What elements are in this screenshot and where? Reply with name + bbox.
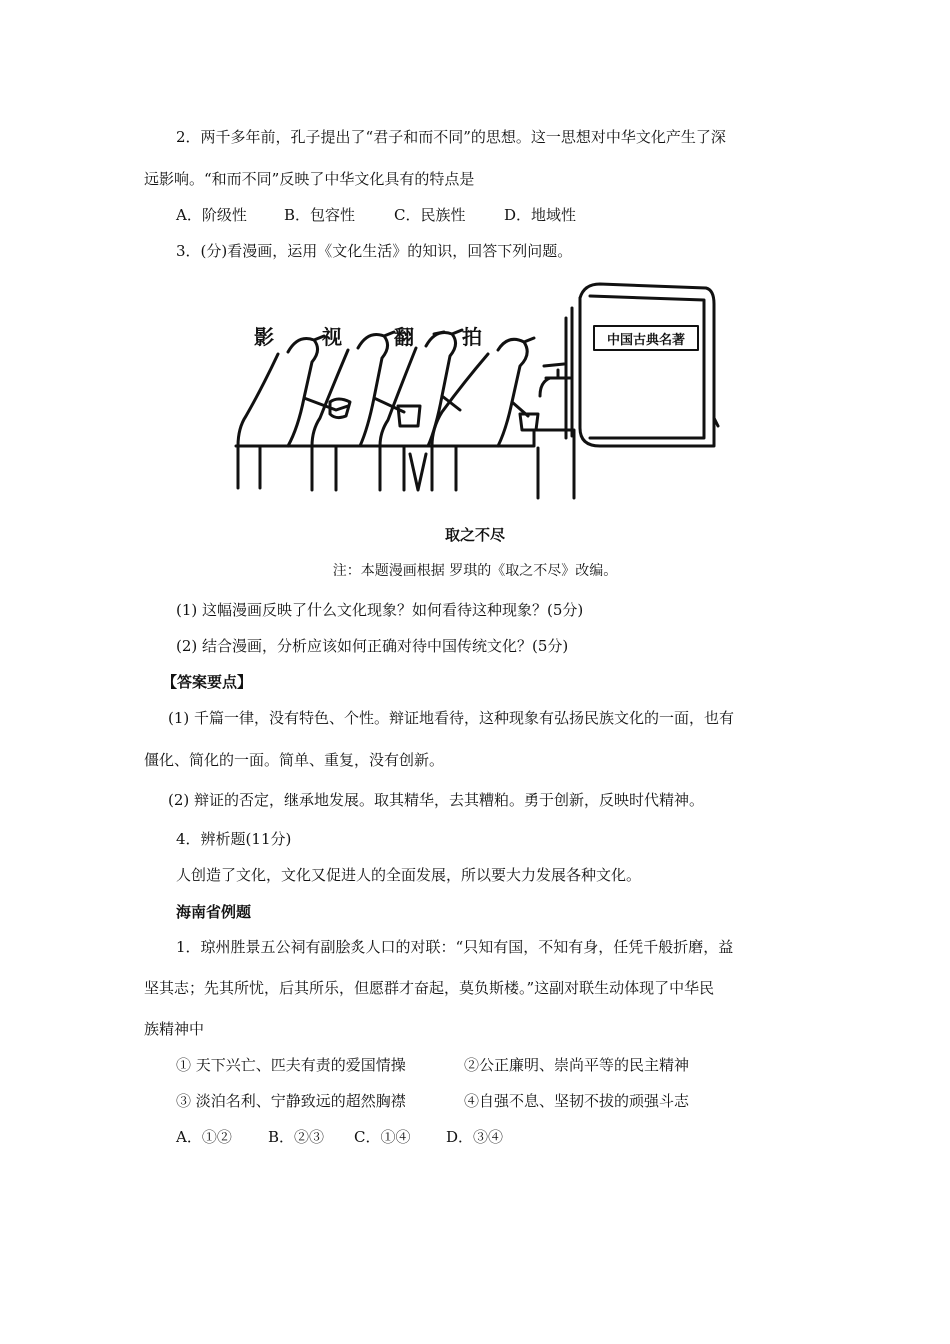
q3-sub2: (2) 结合漫画，分析应该如何正确对待中国传统文化？(5分): [176, 637, 569, 655]
hainan-option-c: C．①④: [354, 1128, 411, 1146]
overlay-char-shi: 视: [322, 325, 342, 349]
q3-stem: 3．(分)看漫画，运用《文化生活》的知识，回答下列问题。: [176, 242, 573, 260]
q4-stem: 4．辨析题(11分): [176, 830, 292, 848]
q2-option-c: C．民族性: [394, 206, 466, 224]
hainan-option-b: B．②③: [268, 1128, 325, 1146]
hainan-choice-1: ① 天下兴亡、匹夫有责的爱国情操: [176, 1056, 406, 1074]
cartoon-note: 注：本题漫画根据 罗琪的《取之不尽》改编。: [332, 563, 618, 579]
q2-option-b: B．包容性: [284, 206, 356, 224]
hainan-options: [176, 1127, 503, 1147]
figure-1: [238, 336, 350, 488]
hainan-q1-line1: 1．琼州胜景五公祠有副脍炙人口的对联：“只知有国，不知有身，任凭千般折磨，益: [176, 938, 734, 956]
overlay-char-pai: 拍: [462, 325, 482, 349]
overlay-char-fan: 翻: [394, 325, 414, 349]
hainan-q1-line2: 坚其志；先其所忧，后其所乐，但愿群才奋起，莫负斯楼。”这副对联生动体现了中华民: [144, 979, 715, 997]
cartoon-title: 取之不尽: [444, 526, 505, 544]
q2-line1: 2．两千多年前，孔子提出了“君子和而不同”的思想。这一思想对中华文化产生了深: [176, 128, 726, 146]
hainan-heading: 海南省例题: [176, 903, 252, 921]
book-drawing: [566, 284, 718, 446]
hainan-option-d: D．③④: [446, 1128, 504, 1146]
q4-statement: 人创造了文化，文化又促进人的全面发展，所以要大力发展各种文化。: [176, 866, 642, 884]
hainan-option-a: A．①②: [176, 1128, 232, 1146]
answer-heading: 【答案要点】: [162, 673, 253, 691]
answer-1-line2: 僵化、简化的一面。简单、重复，没有创新。: [144, 751, 445, 769]
q2-option-d: D．地域性: [504, 206, 577, 224]
answer-1-line1: (1) 千篇一律，没有特色、个性。辩证地看待，这种现象有弘扬民族文化的一面，也有: [168, 709, 735, 727]
book-title: 中国古典名著: [606, 333, 686, 348]
hainan-q1-line3: 族精神中: [144, 1020, 205, 1038]
overlay-char-ying: 影: [254, 325, 274, 349]
q2-line2: 远影响。“和而不同”反映了中华文化具有的特点是: [144, 170, 475, 188]
q2-options: [176, 205, 576, 225]
hainan-choice-4: ④自强不息、坚韧不拔的顽强斗志: [464, 1092, 690, 1110]
q2-option-a: A．阶级性: [176, 206, 247, 224]
cartoon-image: [228, 278, 720, 504]
answer-2: (2) 辩证的否定，继承地发展。取其精华，去其糟粕。勇于创新，反映时代精神。: [168, 791, 705, 809]
hainan-choice-2: ②公正廉明、崇尚平等的民主精神: [464, 1056, 690, 1074]
q3-sub1: (1) 这幅漫画反映了什么文化现象？如何看待这种现象？(5分): [176, 601, 584, 619]
hainan-choice-3: ③ 淡泊名利、宁静致远的超然胸襟: [176, 1092, 406, 1110]
